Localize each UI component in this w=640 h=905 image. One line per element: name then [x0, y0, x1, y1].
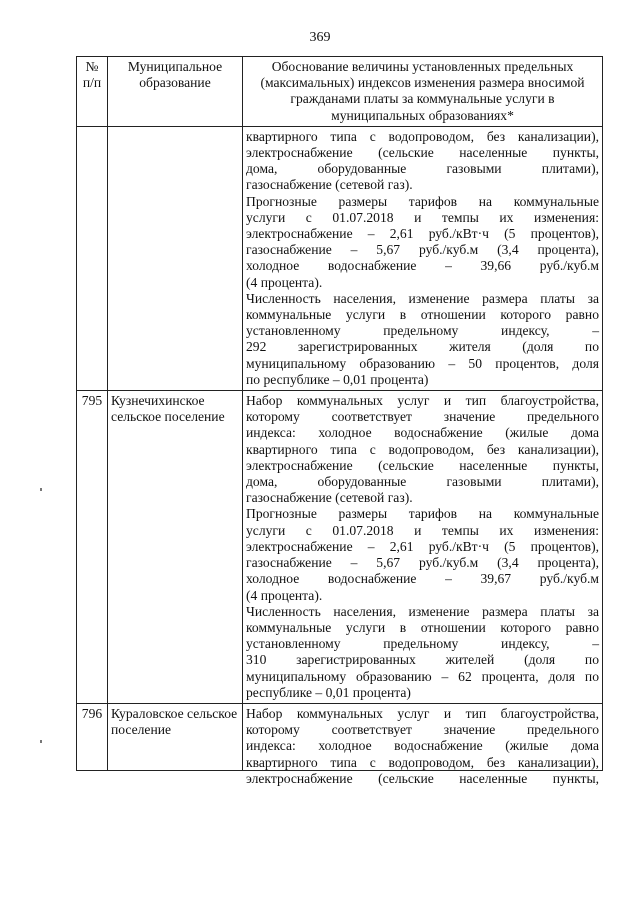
scan-mark [40, 740, 42, 743]
text-line: коммунальные услуги в отношении которого равно [246, 619, 599, 635]
table-row-796 [77, 703, 603, 770]
text-line: (4 процента). [246, 587, 323, 603]
row-number-empty [77, 126, 108, 390]
text-line: услуги с 01.07.2018 и темпы их изменения: [246, 209, 599, 225]
text-line: Прогнозные размеры тарифов на коммунальные [246, 193, 599, 209]
text-line: газоснабжение (сетевой газ). [246, 177, 413, 193]
row-number: 795 [77, 391, 108, 704]
row-basis-continuation [243, 126, 603, 390]
text-line: услуги с 01.07.2018 и темпы их изменения: [246, 522, 599, 538]
text-line: Численность населения, изменение размера платы за [246, 290, 599, 306]
text-line: Численность населения, изменение размера платы за [246, 603, 599, 619]
text-line: квартирного типа с водопроводом, без канализации), [246, 754, 599, 770]
text-line: 292 зарегистрированных жителя (доля по [246, 339, 599, 355]
text-line: Прогнозные размеры тарифов на коммунальные [246, 506, 599, 522]
tariff-index-table [76, 56, 603, 786]
row-municipality-empty [108, 126, 243, 390]
header-basis: Обоснование величины установленных предельных (максимальных) индексов изменения размера вносимой гражданами платы за коммунальные услуги в муниципальных образованиях* [243, 57, 603, 127]
text-line: электроснабжение (сельские населенные пункты, [246, 770, 599, 786]
table-row-continuation [77, 126, 603, 390]
header-municipality: Муниципальное образование [108, 57, 243, 127]
text-line: электроснабжение – 2,61 руб./кВт·ч (5 процентов), [246, 538, 599, 554]
text-line: муниципальному образованию – 62 процента, доля по [246, 668, 599, 684]
text-line: республике – 0,01 процента) [246, 684, 411, 700]
text-line: электроснабжение (сельские населенные пункты, [246, 145, 599, 161]
text-line: электроснабжение (сельские населенные пункты, [246, 457, 599, 473]
text-line: которому соответствует значение предельного [246, 722, 599, 738]
header-number: № п/п [77, 57, 108, 127]
scan-mark [40, 488, 42, 491]
text-line: Набор коммунальных услуг и тип благоустройства, [246, 705, 599, 721]
row-basis [243, 391, 603, 704]
row-number: 796 [77, 703, 108, 770]
row-basis [243, 703, 603, 786]
text-line: индекса: холодное водоснабжение (жилые дома [246, 738, 599, 754]
text-line: холодное водоснабжение – 39,66 руб./куб.м [246, 258, 599, 274]
text-line: которому соответствует значение предельного [246, 409, 599, 425]
row-municipality: Кураловское сельское поселение [108, 703, 243, 770]
text-line: (4 процента). [246, 274, 323, 290]
row-municipality: Кузнечихинское сельское поселение [108, 391, 243, 704]
text-line: газоснабжение (сетевой газ). [246, 490, 413, 506]
text-line: коммунальные услуги в отношении которого равно [246, 307, 599, 323]
table-header-row [77, 57, 603, 127]
text-line: установленному предельному индексу, – [246, 636, 599, 652]
text-line: дома, оборудованные газовыми плитами), [246, 474, 599, 490]
text-line: 310 зарегистрированных жителей (доля по [246, 652, 599, 668]
text-line: газоснабжение – 5,67 руб./куб.м (3,4 процента), [246, 555, 599, 571]
table-row-795 [77, 391, 603, 704]
text-line: газоснабжение – 5,67 руб./куб.м (3,4 процента), [246, 242, 599, 258]
text-line: по республике – 0,01 процента) [246, 371, 429, 387]
text-line: квартирного типа с водопроводом, без канализации), [246, 128, 599, 144]
text-line: индекса: холодное водоснабжение (жилые дома [246, 425, 599, 441]
text-line: квартирного типа с водопроводом, без канализации), [246, 441, 599, 457]
page-number: 369 [309, 30, 331, 45]
text-line: Набор коммунальных услуг и тип благоустройства, [246, 393, 599, 409]
text-line: электроснабжение – 2,61 руб./кВт·ч (5 процентов), [246, 226, 599, 242]
text-line: дома, оборудованные газовыми плитами), [246, 161, 599, 177]
text-line: установленному предельному индексу, – [246, 323, 599, 339]
text-line: холодное водоснабжение – 39,67 руб./куб.м [246, 571, 599, 587]
text-line: муниципальному образованию – 50 процентов, доля [246, 355, 599, 371]
